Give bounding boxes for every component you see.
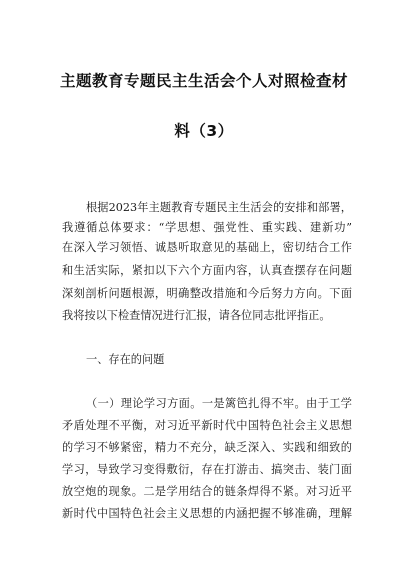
sub-line: 新时代中国特色社会主义思想的内涵把握不够准确，理解 <box>62 507 352 520</box>
intro-line: 根据2023年主题教育专题民主生活会的安排和部署， <box>86 201 352 214</box>
section-heading: 一、存在的问题 <box>86 353 165 366</box>
intro-line: 我遵循总体要求：“学思想、强党性、重实践、建新功” <box>62 221 352 234</box>
sub-line: （一）理论学习方面。一是篱笆扎得不牢。由于工学 <box>86 397 352 410</box>
intro-line: 深刻剖析问题根源，明确整改措施和今后努力方向。下面 <box>62 287 352 300</box>
sub-line: 学习，导致学习变得敷衍，存在打游击、搞突击、装门面 <box>62 463 352 476</box>
document-title-line-1: 主题教育专题民主生活会个人对照检查材 <box>59 72 348 90</box>
intro-line: 我将按以下检查情况进行汇报，请各位同志批评指正。 <box>62 309 331 322</box>
intro-line: 在深入学习领悟、诚恳听取意见的基础上，密切结合工作 <box>62 241 352 254</box>
sub-line: 的学习不够紧密，精力不充分，缺乏深入、实践和细致的 <box>62 441 352 454</box>
sub-line: 放空炮的现象。二是学用结合的链条焊得不紧。对习近平 <box>62 485 352 498</box>
intro-line: 和生活实际，紧扣以下六个方面内容，认真查摆存在问题 <box>62 264 352 277</box>
sub-line: 矛盾处理不平衡，对习近平新时代中国特色社会主义思想 <box>62 419 352 432</box>
document-title-line-2: 料（3） <box>174 122 234 140</box>
